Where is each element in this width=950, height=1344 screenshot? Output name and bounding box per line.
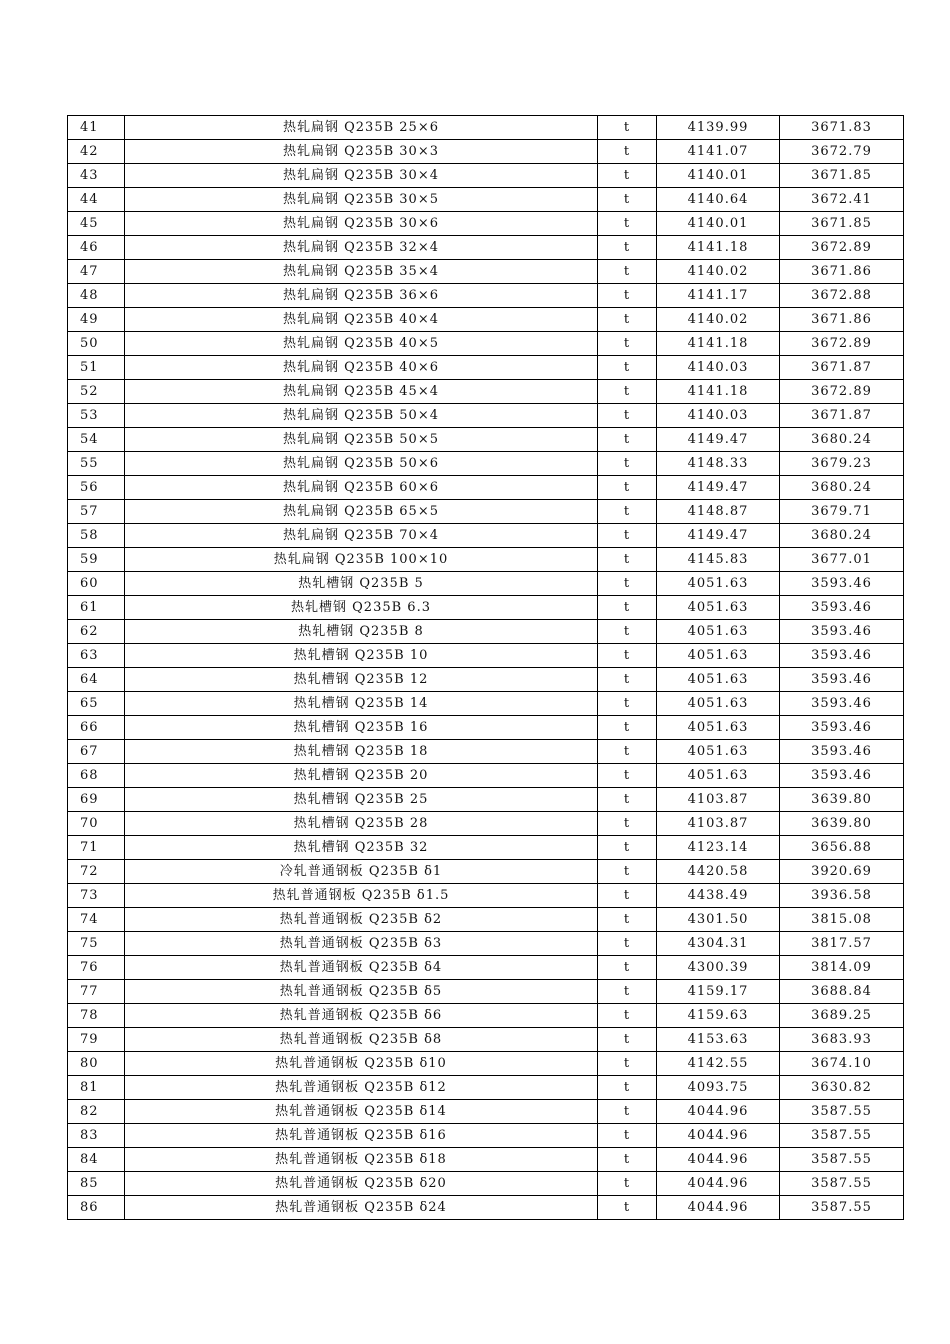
table-row	[68, 116, 904, 140]
price-excl-tax-cell: 3817.57	[780, 932, 904, 956]
price-excl-tax-cell: 3593.46	[780, 572, 904, 596]
unit-cell: t	[598, 572, 657, 596]
price-excl-tax-cell: 3677.01	[780, 548, 904, 572]
unit-cell: t	[598, 812, 657, 836]
unit-cell: t	[598, 596, 657, 620]
price-incl-tax-cell: 4159.63	[657, 1004, 780, 1028]
material-name-cell: 热轧槽钢 Q235B 32	[125, 836, 598, 860]
row-number-cell: 77	[68, 980, 125, 1004]
unit-cell: t	[598, 860, 657, 884]
unit-cell: t	[598, 884, 657, 908]
unit-cell: t	[598, 284, 657, 308]
unit-cell: t	[598, 164, 657, 188]
row-number-cell: 75	[68, 932, 125, 956]
price-excl-tax-cell: 3587.55	[780, 1196, 904, 1220]
material-name-cell: 热轧槽钢 Q235B 14	[125, 692, 598, 716]
table-row	[68, 836, 904, 860]
price-incl-tax-cell: 4141.18	[657, 236, 780, 260]
table-row	[68, 1076, 904, 1100]
price-excl-tax-cell: 3593.46	[780, 716, 904, 740]
price-excl-tax-cell: 3672.41	[780, 188, 904, 212]
material-name-cell: 热轧扁钢 Q235B 70×4	[125, 524, 598, 548]
material-name-cell: 热轧普通钢板 Q235B δ12	[125, 1076, 598, 1100]
unit-cell: t	[598, 476, 657, 500]
price-excl-tax-cell: 3671.85	[780, 164, 904, 188]
material-name-cell: 热轧扁钢 Q235B 65×5	[125, 500, 598, 524]
material-name-cell: 热轧扁钢 Q235B 40×4	[125, 308, 598, 332]
material-name-cell: 热轧槽钢 Q235B 10	[125, 644, 598, 668]
row-number-cell: 50	[68, 332, 125, 356]
row-number-cell: 52	[68, 380, 125, 404]
row-number-cell: 82	[68, 1100, 125, 1124]
unit-cell: t	[598, 836, 657, 860]
unit-cell: t	[598, 620, 657, 644]
price-incl-tax-cell: 4051.63	[657, 692, 780, 716]
price-incl-tax-cell: 4140.64	[657, 188, 780, 212]
price-excl-tax-cell: 3679.71	[780, 500, 904, 524]
unit-cell: t	[598, 140, 657, 164]
row-number-cell: 58	[68, 524, 125, 548]
material-name-cell: 热轧扁钢 Q235B 25×6	[125, 116, 598, 140]
material-name-cell: 热轧扁钢 Q235B 50×4	[125, 404, 598, 428]
price-incl-tax-cell: 4051.63	[657, 764, 780, 788]
table-row	[68, 692, 904, 716]
price-incl-tax-cell: 4304.31	[657, 932, 780, 956]
unit-cell: t	[598, 956, 657, 980]
price-incl-tax-cell: 4103.87	[657, 788, 780, 812]
price-table-body	[68, 116, 904, 1220]
price-excl-tax-cell: 3683.93	[780, 1028, 904, 1052]
material-name-cell: 热轧普通钢板 Q235B δ2	[125, 908, 598, 932]
price-incl-tax-cell: 4420.58	[657, 860, 780, 884]
unit-cell: t	[598, 932, 657, 956]
unit-cell: t	[598, 116, 657, 140]
table-row	[68, 548, 904, 572]
price-excl-tax-cell: 3671.87	[780, 356, 904, 380]
price-excl-tax-cell: 3593.46	[780, 764, 904, 788]
price-excl-tax-cell: 3671.87	[780, 404, 904, 428]
price-excl-tax-cell: 3672.89	[780, 236, 904, 260]
material-name-cell: 热轧槽钢 Q235B 25	[125, 788, 598, 812]
unit-cell: t	[598, 1148, 657, 1172]
row-number-cell: 63	[68, 644, 125, 668]
price-incl-tax-cell: 4149.47	[657, 476, 780, 500]
price-incl-tax-cell: 4139.99	[657, 116, 780, 140]
table-row	[68, 572, 904, 596]
row-number-cell: 68	[68, 764, 125, 788]
row-number-cell: 78	[68, 1004, 125, 1028]
table-row	[68, 884, 904, 908]
unit-cell: t	[598, 236, 657, 260]
row-number-cell: 80	[68, 1052, 125, 1076]
row-number-cell: 56	[68, 476, 125, 500]
price-incl-tax-cell: 4149.47	[657, 428, 780, 452]
price-incl-tax-cell: 4140.01	[657, 212, 780, 236]
row-number-cell: 49	[68, 308, 125, 332]
row-number-cell: 51	[68, 356, 125, 380]
row-number-cell: 55	[68, 452, 125, 476]
unit-cell: t	[598, 188, 657, 212]
unit-cell: t	[598, 644, 657, 668]
price-incl-tax-cell: 4051.63	[657, 716, 780, 740]
price-incl-tax-cell: 4301.50	[657, 908, 780, 932]
price-incl-tax-cell: 4103.87	[657, 812, 780, 836]
price-incl-tax-cell: 4044.96	[657, 1100, 780, 1124]
table-row	[68, 596, 904, 620]
price-excl-tax-cell: 3587.55	[780, 1100, 904, 1124]
row-number-cell: 83	[68, 1124, 125, 1148]
price-incl-tax-cell: 4149.47	[657, 524, 780, 548]
price-incl-tax-cell: 4148.33	[657, 452, 780, 476]
unit-cell: t	[598, 1100, 657, 1124]
row-number-cell: 61	[68, 596, 125, 620]
table-row	[68, 716, 904, 740]
row-number-cell: 42	[68, 140, 125, 164]
table-row	[68, 452, 904, 476]
row-number-cell: 71	[68, 836, 125, 860]
table-row	[68, 764, 904, 788]
price-excl-tax-cell: 3593.46	[780, 692, 904, 716]
table-row	[68, 188, 904, 212]
price-incl-tax-cell: 4140.02	[657, 260, 780, 284]
price-incl-tax-cell: 4051.63	[657, 572, 780, 596]
price-incl-tax-cell: 4044.96	[657, 1172, 780, 1196]
table-row	[68, 740, 904, 764]
price-incl-tax-cell: 4141.07	[657, 140, 780, 164]
material-name-cell: 热轧扁钢 Q235B 50×5	[125, 428, 598, 452]
table-row	[68, 1100, 904, 1124]
row-number-cell: 54	[68, 428, 125, 452]
table-row	[68, 380, 904, 404]
price-excl-tax-cell: 3671.86	[780, 308, 904, 332]
price-excl-tax-cell: 3656.88	[780, 836, 904, 860]
material-name-cell: 热轧普通钢板 Q235B δ20	[125, 1172, 598, 1196]
material-name-cell: 热轧普通钢板 Q235B δ3	[125, 932, 598, 956]
table-row	[68, 1196, 904, 1220]
price-excl-tax-cell: 3689.25	[780, 1004, 904, 1028]
row-number-cell: 70	[68, 812, 125, 836]
price-excl-tax-cell: 3593.46	[780, 644, 904, 668]
table-row	[68, 140, 904, 164]
price-excl-tax-cell: 3630.82	[780, 1076, 904, 1100]
table-row	[68, 212, 904, 236]
price-excl-tax-cell: 3672.89	[780, 380, 904, 404]
price-excl-tax-cell: 3593.46	[780, 740, 904, 764]
unit-cell: t	[598, 692, 657, 716]
table-row	[68, 1124, 904, 1148]
table-row	[68, 260, 904, 284]
unit-cell: t	[598, 452, 657, 476]
material-name-cell: 冷轧普通钢板 Q235B δ1	[125, 860, 598, 884]
material-name-cell: 热轧普通钢板 Q235B δ16	[125, 1124, 598, 1148]
material-name-cell: 热轧扁钢 Q235B 30×5	[125, 188, 598, 212]
price-table	[67, 115, 904, 1220]
price-excl-tax-cell: 3672.79	[780, 140, 904, 164]
unit-cell: t	[598, 908, 657, 932]
price-incl-tax-cell: 4142.55	[657, 1052, 780, 1076]
material-name-cell: 热轧槽钢 Q235B 6.3	[125, 596, 598, 620]
row-number-cell: 53	[68, 404, 125, 428]
price-incl-tax-cell: 4148.87	[657, 500, 780, 524]
material-name-cell: 热轧扁钢 Q235B 100×10	[125, 548, 598, 572]
price-excl-tax-cell: 3593.46	[780, 620, 904, 644]
row-number-cell: 69	[68, 788, 125, 812]
row-number-cell: 81	[68, 1076, 125, 1100]
table-row	[68, 956, 904, 980]
unit-cell: t	[598, 668, 657, 692]
row-number-cell: 48	[68, 284, 125, 308]
material-name-cell: 热轧普通钢板 Q235B δ6	[125, 1004, 598, 1028]
table-row	[68, 1052, 904, 1076]
unit-cell: t	[598, 308, 657, 332]
table-row	[68, 356, 904, 380]
unit-cell: t	[598, 212, 657, 236]
price-incl-tax-cell: 4145.83	[657, 548, 780, 572]
unit-cell: t	[598, 1028, 657, 1052]
table-row	[68, 668, 904, 692]
unit-cell: t	[598, 404, 657, 428]
price-incl-tax-cell: 4140.02	[657, 308, 780, 332]
row-number-cell: 67	[68, 740, 125, 764]
table-row	[68, 932, 904, 956]
table-row	[68, 620, 904, 644]
table-row	[68, 980, 904, 1004]
price-incl-tax-cell: 4123.14	[657, 836, 780, 860]
material-name-cell: 热轧普通钢板 Q235B δ5	[125, 980, 598, 1004]
price-excl-tax-cell: 3593.46	[780, 596, 904, 620]
row-number-cell: 72	[68, 860, 125, 884]
table-row	[68, 908, 904, 932]
row-number-cell: 59	[68, 548, 125, 572]
table-row	[68, 860, 904, 884]
material-name-cell: 热轧普通钢板 Q235B δ24	[125, 1196, 598, 1220]
price-excl-tax-cell: 3671.83	[780, 116, 904, 140]
table-row	[68, 284, 904, 308]
row-number-cell: 66	[68, 716, 125, 740]
table-row	[68, 236, 904, 260]
unit-cell: t	[598, 524, 657, 548]
material-name-cell: 热轧普通钢板 Q235B δ4	[125, 956, 598, 980]
row-number-cell: 43	[68, 164, 125, 188]
price-incl-tax-cell: 4140.01	[657, 164, 780, 188]
material-name-cell: 热轧普通钢板 Q235B δ1.5	[125, 884, 598, 908]
price-excl-tax-cell: 3680.24	[780, 524, 904, 548]
unit-cell: t	[598, 548, 657, 572]
row-number-cell: 73	[68, 884, 125, 908]
price-excl-tax-cell: 3672.88	[780, 284, 904, 308]
unit-cell: t	[598, 380, 657, 404]
table-row	[68, 476, 904, 500]
price-incl-tax-cell: 4051.63	[657, 644, 780, 668]
table-row	[68, 1004, 904, 1028]
table-row	[68, 1172, 904, 1196]
row-number-cell: 84	[68, 1148, 125, 1172]
material-name-cell: 热轧槽钢 Q235B 8	[125, 620, 598, 644]
unit-cell: t	[598, 500, 657, 524]
material-name-cell: 热轧扁钢 Q235B 50×6	[125, 452, 598, 476]
price-incl-tax-cell: 4141.17	[657, 284, 780, 308]
unit-cell: t	[598, 1004, 657, 1028]
price-excl-tax-cell: 3688.84	[780, 980, 904, 1004]
row-number-cell: 60	[68, 572, 125, 596]
table-row	[68, 1028, 904, 1052]
material-name-cell: 热轧扁钢 Q235B 40×6	[125, 356, 598, 380]
price-incl-tax-cell: 4141.18	[657, 332, 780, 356]
unit-cell: t	[598, 428, 657, 452]
row-number-cell: 45	[68, 212, 125, 236]
price-incl-tax-cell: 4300.39	[657, 956, 780, 980]
table-row	[68, 332, 904, 356]
unit-cell: t	[598, 788, 657, 812]
price-incl-tax-cell: 4044.96	[657, 1196, 780, 1220]
material-name-cell: 热轧普通钢板 Q235B δ10	[125, 1052, 598, 1076]
unit-cell: t	[598, 1076, 657, 1100]
price-incl-tax-cell: 4140.03	[657, 356, 780, 380]
price-incl-tax-cell: 4153.63	[657, 1028, 780, 1052]
unit-cell: t	[598, 764, 657, 788]
material-name-cell: 热轧扁钢 Q235B 36×6	[125, 284, 598, 308]
row-number-cell: 65	[68, 692, 125, 716]
price-incl-tax-cell: 4044.96	[657, 1124, 780, 1148]
material-name-cell: 热轧槽钢 Q235B 20	[125, 764, 598, 788]
price-incl-tax-cell: 4051.63	[657, 620, 780, 644]
material-name-cell: 热轧扁钢 Q235B 30×3	[125, 140, 598, 164]
row-number-cell: 64	[68, 668, 125, 692]
row-number-cell: 44	[68, 188, 125, 212]
unit-cell: t	[598, 1052, 657, 1076]
unit-cell: t	[598, 332, 657, 356]
price-excl-tax-cell: 3587.55	[780, 1148, 904, 1172]
price-excl-tax-cell: 3587.55	[780, 1124, 904, 1148]
price-excl-tax-cell: 3674.10	[780, 1052, 904, 1076]
price-excl-tax-cell: 3672.89	[780, 332, 904, 356]
row-number-cell: 76	[68, 956, 125, 980]
material-name-cell: 热轧扁钢 Q235B 32×4	[125, 236, 598, 260]
price-excl-tax-cell: 3815.08	[780, 908, 904, 932]
unit-cell: t	[598, 260, 657, 284]
row-number-cell: 86	[68, 1196, 125, 1220]
price-incl-tax-cell: 4093.75	[657, 1076, 780, 1100]
row-number-cell: 57	[68, 500, 125, 524]
row-number-cell: 62	[68, 620, 125, 644]
price-excl-tax-cell: 3671.85	[780, 212, 904, 236]
unit-cell: t	[598, 1172, 657, 1196]
price-excl-tax-cell: 3671.86	[780, 260, 904, 284]
row-number-cell: 41	[68, 116, 125, 140]
material-name-cell: 热轧槽钢 Q235B 16	[125, 716, 598, 740]
price-excl-tax-cell: 3639.80	[780, 812, 904, 836]
table-row	[68, 1148, 904, 1172]
unit-cell: t	[598, 716, 657, 740]
table-row	[68, 644, 904, 668]
material-name-cell: 热轧槽钢 Q235B 18	[125, 740, 598, 764]
unit-cell: t	[598, 1124, 657, 1148]
price-incl-tax-cell: 4051.63	[657, 740, 780, 764]
price-excl-tax-cell: 3587.55	[780, 1172, 904, 1196]
material-name-cell: 热轧槽钢 Q235B 5	[125, 572, 598, 596]
price-excl-tax-cell: 3936.58	[780, 884, 904, 908]
material-name-cell: 热轧扁钢 Q235B 40×5	[125, 332, 598, 356]
price-incl-tax-cell: 4141.18	[657, 380, 780, 404]
material-name-cell: 热轧槽钢 Q235B 12	[125, 668, 598, 692]
material-name-cell: 热轧普通钢板 Q235B δ14	[125, 1100, 598, 1124]
row-number-cell: 79	[68, 1028, 125, 1052]
price-incl-tax-cell: 4051.63	[657, 596, 780, 620]
price-incl-tax-cell: 4438.49	[657, 884, 780, 908]
table-row	[68, 404, 904, 428]
material-name-cell: 热轧扁钢 Q235B 60×6	[125, 476, 598, 500]
price-excl-tax-cell: 3814.09	[780, 956, 904, 980]
table-row	[68, 164, 904, 188]
row-number-cell: 47	[68, 260, 125, 284]
material-name-cell: 热轧扁钢 Q235B 30×6	[125, 212, 598, 236]
unit-cell: t	[598, 980, 657, 1004]
price-excl-tax-cell: 3680.24	[780, 428, 904, 452]
material-name-cell: 热轧扁钢 Q235B 45×4	[125, 380, 598, 404]
price-incl-tax-cell: 4044.96	[657, 1148, 780, 1172]
price-incl-tax-cell: 4140.03	[657, 404, 780, 428]
price-excl-tax-cell: 3639.80	[780, 788, 904, 812]
price-excl-tax-cell: 3680.24	[780, 476, 904, 500]
unit-cell: t	[598, 1196, 657, 1220]
row-number-cell: 46	[68, 236, 125, 260]
table-row	[68, 812, 904, 836]
table-row	[68, 788, 904, 812]
price-excl-tax-cell: 3920.69	[780, 860, 904, 884]
table-row	[68, 500, 904, 524]
material-name-cell: 热轧扁钢 Q235B 30×4	[125, 164, 598, 188]
table-row	[68, 308, 904, 332]
material-name-cell: 热轧普通钢板 Q235B δ8	[125, 1028, 598, 1052]
unit-cell: t	[598, 356, 657, 380]
table-row	[68, 524, 904, 548]
table-row	[68, 428, 904, 452]
price-excl-tax-cell: 3593.46	[780, 668, 904, 692]
unit-cell: t	[598, 740, 657, 764]
material-name-cell: 热轧槽钢 Q235B 28	[125, 812, 598, 836]
price-incl-tax-cell: 4051.63	[657, 668, 780, 692]
price-incl-tax-cell: 4159.17	[657, 980, 780, 1004]
price-excl-tax-cell: 3679.23	[780, 452, 904, 476]
material-name-cell: 热轧扁钢 Q235B 35×4	[125, 260, 598, 284]
row-number-cell: 74	[68, 908, 125, 932]
row-number-cell: 85	[68, 1172, 125, 1196]
material-name-cell: 热轧普通钢板 Q235B δ18	[125, 1148, 598, 1172]
